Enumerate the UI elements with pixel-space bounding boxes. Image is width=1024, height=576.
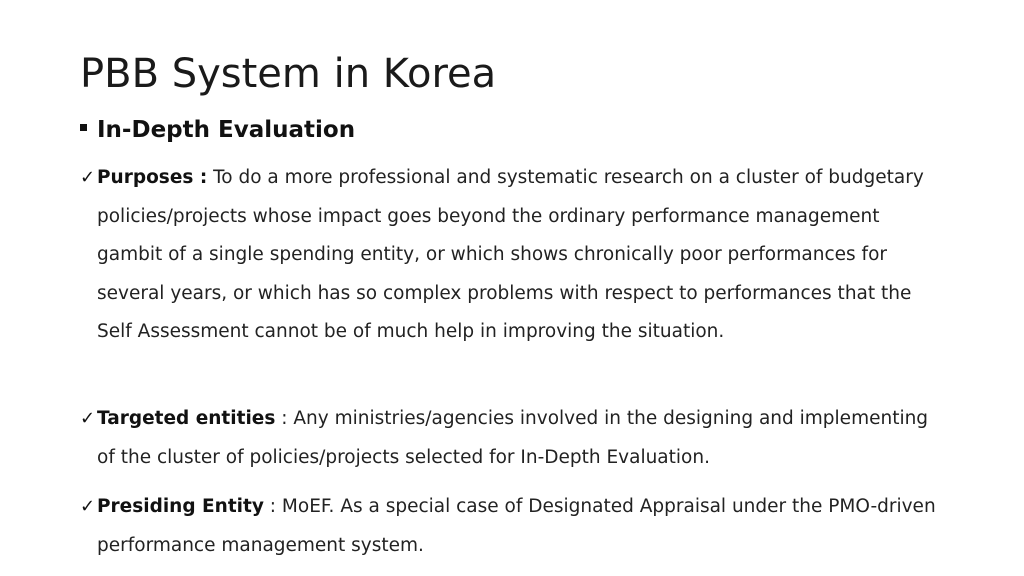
slide-title: PBB System in Korea [80, 51, 497, 97]
checkmark-icon: ✓ [80, 408, 96, 429]
bullet-item-label: Targeted entities [97, 408, 276, 429]
square-bullet-icon [80, 124, 87, 131]
section-heading [80, 114, 355, 146]
checkmark-icon: ✓ [80, 167, 96, 188]
bullet-item-text [97, 159, 940, 352]
section-heading-label: In-Depth Evaluation [97, 117, 356, 143]
bullet-item-text [97, 400, 940, 477]
bullet-item-text [97, 488, 940, 565]
bullet-item-label: Purposes : [97, 167, 208, 188]
bullet-item-body: : MoEF. As a special case of Designated Appraisal under the PMO-driven performance management system. [97, 496, 936, 556]
bullet-item-targeted-entities [80, 400, 940, 477]
bullet-item-presiding-entity [80, 488, 940, 565]
checkmark-icon: ✓ [80, 496, 96, 517]
bullet-item-purposes [80, 159, 940, 352]
bullet-item-body: To do a more professional and systematic research on a cluster of budgetary policies/projects whose impact goes beyond the ordinary performance management gambit of a single spending entity, or which shows chronically poor performances for several years, or which has so complex problems with respect to performances that the Self Assessment cannot be of much help in improving the situation. [97, 167, 924, 343]
bullet-item-body: : Any ministries/agencies involved in the designing and implementing of the cluster of policies/projects selected for In-Depth Evaluation. [97, 408, 929, 468]
bullet-item-label: Presiding Entity [97, 496, 264, 517]
